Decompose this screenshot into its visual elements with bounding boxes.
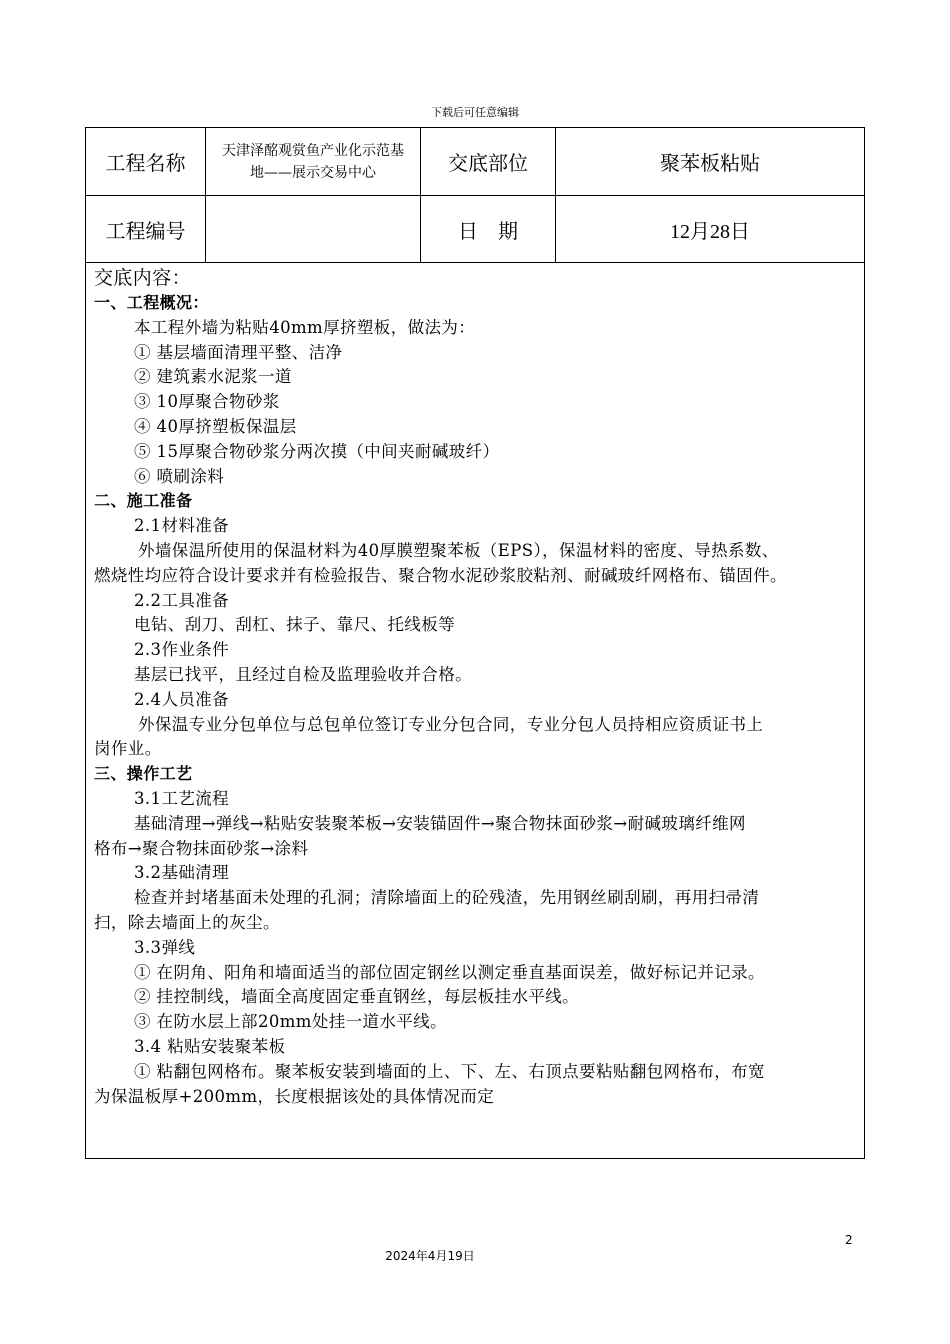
content-line: 基础清理→弹线→粘贴安装聚苯板→安装锚固件→聚合物抹面砂浆→耐碱玻璃纤维网: [134, 813, 746, 833]
content-line: ③ 在防水层上部20mm处挂一道水平线。: [134, 1012, 448, 1032]
content-line: 燃烧性均应符合设计要求并有检验报告、聚合物水泥砂浆胶粘剂、耐碱玻纤网格布、锚固件。: [94, 565, 787, 585]
content-line: 3.4 粘贴安装聚苯板: [134, 1036, 286, 1056]
location-label: 交底部位: [421, 128, 556, 195]
disclosure-content: [94, 266, 856, 1109]
content-title: 交底内容：: [94, 267, 192, 289]
header-note: 下载后可任意编辑: [431, 106, 519, 119]
content-line: 本工程外墙为粘贴40mm厚挤塑板，做法为：: [134, 317, 476, 337]
content-line: 外保温专业分包单位与总包单位签订专业分包合同，专业分包人员持相应资质证书上: [138, 714, 764, 734]
project-name-value: 天津泽酩观赏鱼产业化示范基地——展示交易中心: [206, 128, 421, 195]
content-line: 检查并封堵基面未处理的孔洞；清除墙面上的砼残渣，先用钢丝刷刮刷，再用扫帚清: [134, 888, 760, 908]
content-line: 基层已找平，且经过自检及监理验收并合格。: [134, 664, 472, 684]
section-heading: 三、操作工艺: [94, 764, 193, 784]
disclosure-form: [85, 127, 865, 1159]
content-line: 格布→聚合物抹面砂浆→涂料: [94, 838, 309, 858]
content-line: ⑤ 15厚聚合物砂浆分两次摸（中间夹耐碱玻纤）: [134, 441, 500, 461]
date-value: 12月28日: [670, 220, 750, 243]
content-line: ② 挂控制线，墙面全高度固定垂直钢丝，每层板挂水平线。: [134, 987, 580, 1007]
content-line: 为保温板厚+200mm，长度根据该处的具体情况而定: [94, 1086, 495, 1106]
footer-date: 2024年4月19日: [385, 1249, 475, 1263]
content-line: 2.4人员准备: [134, 689, 230, 709]
project-name-label: 工程名称: [86, 128, 206, 195]
page-number: 2: [845, 1233, 853, 1247]
form-row-project: [86, 128, 864, 196]
date-label: 日 期: [421, 196, 556, 262]
content-line: 外墙保温所使用的保温材料为40厚膜塑聚苯板（EPS），保温材料的密度、导热系数、: [138, 540, 779, 560]
content-line: 3.2基础清理: [134, 863, 230, 883]
content-line: 3.1工艺流程: [134, 788, 230, 808]
content-line: ② 建筑素水泥浆一道: [134, 367, 292, 387]
location-value: 聚苯板粘贴: [660, 151, 760, 175]
content-line: ① 粘翻包网格布。聚苯板安装到墙面的上、下、左、右顶点要粘贴翻包网格布，布宽: [134, 1061, 765, 1081]
project-no-label: 工程编号: [86, 196, 206, 262]
section-heading: 一、工程概况：: [94, 293, 209, 312]
content-line: 扫，除去墙面上的灰尘。: [94, 912, 280, 932]
content-line: 电钻、刮刀、刮杠、抹子、靠尺、托线板等: [134, 615, 456, 635]
content-line: 岗作业。: [94, 739, 162, 759]
content-line: 2.3作业条件: [134, 640, 230, 660]
form-row-number: [86, 196, 864, 263]
content-line: ④ 40厚挤塑板保温层: [134, 416, 297, 436]
project-no-value: [206, 196, 421, 262]
content-line: 2.1材料准备: [134, 516, 230, 536]
section-heading: 二、施工准备: [94, 491, 193, 511]
content-line: 3.3弹线: [134, 937, 196, 957]
content-line: ① 在阴角、阳角和墙面适当的部位固定钢丝以测定垂直基面误差，做好标记并记录。: [134, 962, 765, 982]
content-line: ① 基层墙面清理平整、洁净: [134, 342, 343, 362]
content-line: ⑥ 喷刷涂料: [134, 466, 225, 486]
content-line: 2.2工具准备: [134, 590, 230, 610]
content-line: ③ 10厚聚合物砂浆: [134, 392, 280, 412]
